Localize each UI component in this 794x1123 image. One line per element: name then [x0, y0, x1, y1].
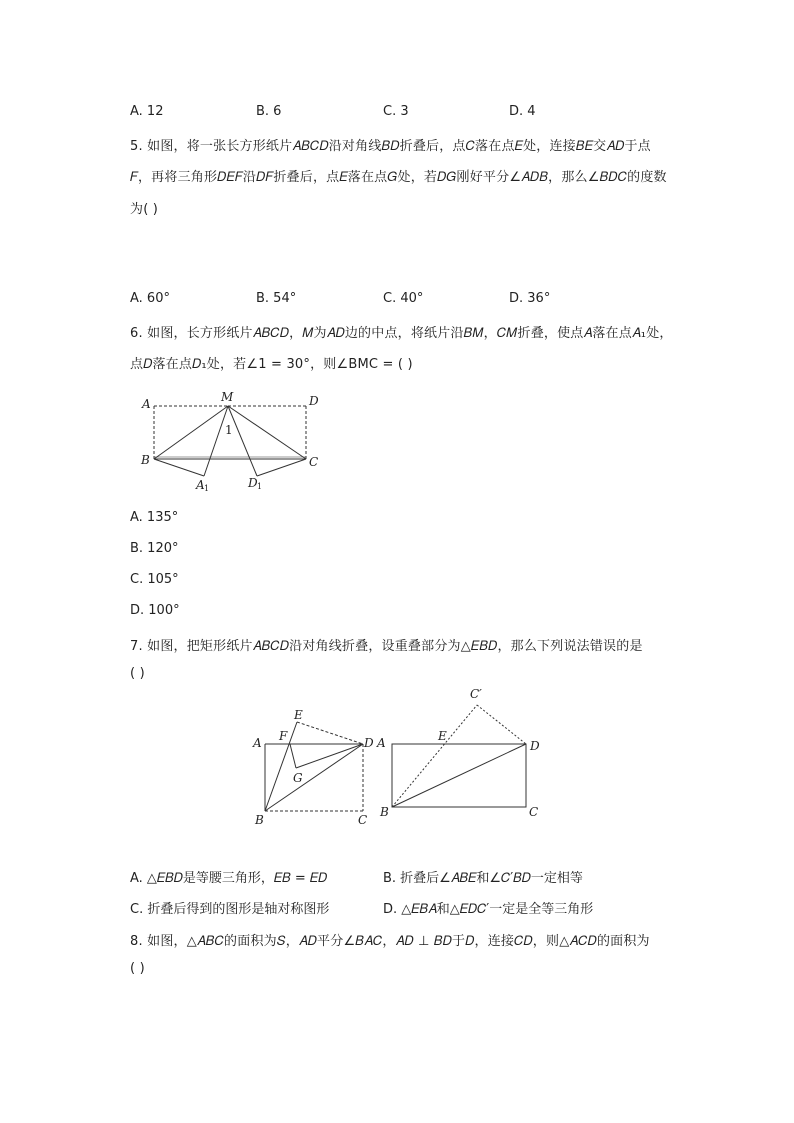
q7l-label-d: D	[364, 736, 374, 750]
q6-option-b[interactable]: B. 120°	[130, 541, 179, 556]
q5-stem-line2: 𝐹，再将三角形𝐷𝐸𝐹沿𝐷𝐹折叠后，点𝐸落在点𝐺处，若𝐷𝐺刚好平分∠𝐴𝐷𝐵，那么∠𝐵𝐷𝐶的度数	[130, 170, 667, 185]
q6-option-a[interactable]: A. 135°	[130, 510, 179, 525]
q7r-diagonal-bd	[392, 744, 526, 807]
q7-option-a[interactable]: A. △𝐸𝐵𝐷是等腰三角形，𝐸𝐵 = 𝐸𝐷	[130, 871, 328, 886]
q6-edge-cm	[228, 406, 306, 459]
q6-label-a1-sub: 1	[204, 484, 210, 493]
q5-option-a[interactable]: A. 60°	[130, 291, 170, 306]
q4-option-c[interactable]: C. 3	[383, 104, 409, 119]
q7r-label-b: B	[380, 805, 389, 819]
q7r-edge-c-prime-d	[477, 705, 526, 744]
q6-label-b: B	[141, 453, 150, 467]
q6-label-angle-1: 1	[225, 423, 233, 437]
q7l-diagonal-bd	[265, 744, 363, 811]
q4-option-a[interactable]: A. 12	[130, 104, 164, 119]
q6-label-c: C	[309, 455, 319, 469]
q7r-label-d: D	[530, 739, 540, 753]
q6-label-d1-sub: 1	[257, 482, 263, 491]
q7l-label-a: A	[253, 736, 262, 750]
q6-edge-ma1	[204, 406, 228, 476]
q7l-edge-ed	[297, 722, 363, 744]
q6-figure	[130, 388, 330, 498]
q6-label-d1: D	[248, 476, 258, 490]
q5-stem-line3: 为( )	[130, 202, 159, 217]
q7l-label-b: B	[255, 813, 264, 827]
q6-edge-bm	[154, 406, 228, 459]
q6-stem-line1: 6. 如图，长方形纸片𝐴𝐵𝐶𝐷，𝑀为𝐴𝐷边的中点，将纸片沿𝐵𝑀，𝐶𝑀折叠，使点𝐴落在点𝐴₁处，	[130, 326, 673, 341]
q7l-edge-fg	[290, 744, 296, 768]
q7l-label-c: C	[358, 813, 368, 827]
q6-edge-ba1	[154, 459, 204, 476]
q7-figure-right	[370, 682, 550, 822]
q7r-label-e: E	[438, 729, 447, 743]
q4-option-b[interactable]: B. 6	[256, 104, 282, 119]
q6-edge-md1	[228, 406, 257, 476]
q8-stem-line1: 8. 如图，△𝐴𝐵𝐶的面积为𝑆，𝐴𝐷平分∠𝐵𝐴𝐶，𝐴𝐷 ⊥ 𝐵𝐷于𝐷，连接𝐶𝐷，则△𝐴𝐶𝐷的面积为	[130, 934, 650, 949]
q6-label-d: D	[309, 394, 319, 408]
q7-stem-line2: ( )	[130, 666, 145, 681]
q5-stem-line1: 5. 如图，将一张长方形纸片𝐴𝐵𝐶𝐷沿对角线𝐵𝐷折叠后，点𝐶落在点𝐸处，连接𝐵𝐸交𝐴𝐷于点	[130, 139, 651, 154]
q4-option-d[interactable]: D. 4	[509, 104, 536, 119]
q5-option-d[interactable]: D. 36°	[509, 291, 551, 306]
q7r-edge-bc-prime	[392, 705, 477, 807]
q5-option-c[interactable]: C. 40°	[383, 291, 424, 306]
q7-option-c[interactable]: C. 折叠后得到的图形是轴对称图形	[130, 902, 330, 917]
q6-edge-cd1	[257, 459, 306, 476]
q7l-label-f: F	[279, 729, 288, 743]
q7r-label-a: A	[377, 736, 386, 750]
q7-option-b[interactable]: B. 折叠后∠𝐴𝐵𝐸和∠𝐶′𝐵𝐷一定相等	[383, 871, 583, 886]
q7r-label-c: C	[529, 805, 539, 819]
q6-label-a: A	[142, 397, 151, 411]
q7l-label-g: G	[293, 771, 303, 785]
q7-option-d[interactable]: D. △𝐸𝐵𝐴和△𝐸𝐷𝐶′一定是全等三角形	[383, 902, 594, 917]
q7-figure-left	[245, 700, 375, 830]
q6-option-c[interactable]: C. 105°	[130, 572, 179, 587]
q7l-label-e: E	[294, 708, 303, 722]
q7r-label-c-prime: C′	[470, 687, 482, 701]
q7-stem-line1: 7. 如图，把矩形纸片𝐴𝐵𝐶𝐷沿对角线折叠，设重叠部分为△𝐸𝐵𝐷，那么下列说法错误的是	[130, 639, 643, 654]
q5-option-b[interactable]: B. 54°	[256, 291, 297, 306]
q8-stem-line2: ( )	[130, 961, 145, 976]
q6-label-m: M	[221, 390, 234, 404]
q7l-edge-gd	[296, 744, 363, 768]
q6-stem-line2: 点𝐷落在点𝐷₁处，若∠1 = 30°，则∠BMC = ( )	[130, 357, 413, 372]
q6-option-d[interactable]: D. 100°	[130, 603, 180, 618]
q6-label-a1: A	[196, 478, 205, 492]
